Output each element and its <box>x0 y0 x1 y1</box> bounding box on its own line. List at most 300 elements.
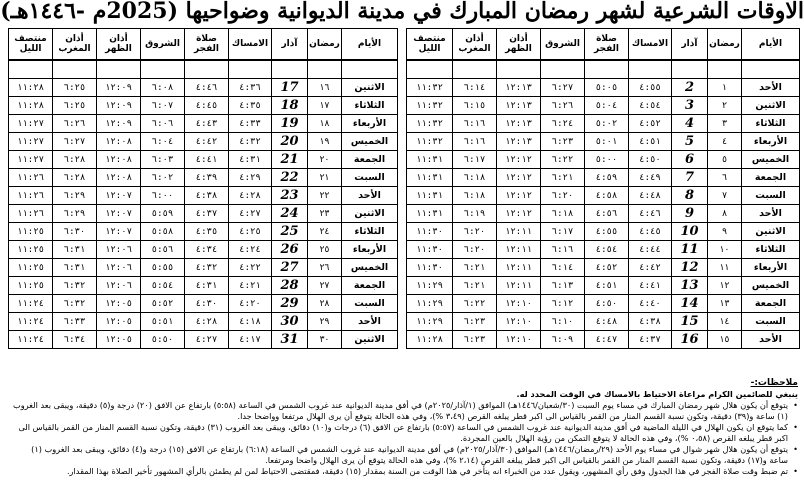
day-cell: الجمعة <box>742 169 800 187</box>
midnight-time-cell: ١١:٣١ <box>407 187 453 205</box>
table-row <box>407 277 800 295</box>
notes-heading: ملاحظات:- <box>750 378 798 388</box>
header-ramadan: رمضان <box>708 29 742 61</box>
table-row <box>407 115 800 133</box>
header-sunrise: الشروق <box>141 29 185 61</box>
table-row <box>407 187 800 205</box>
sunrise-time-cell: ٦:٢٠ <box>541 187 585 205</box>
day-cell: الأحد <box>742 205 800 223</box>
ramadan-day-cell: ١٣ <box>708 295 742 313</box>
note-item: ينبغي للصائمين الكرام مراعاة الاحتياط بالامساك في الوقت المحدد له. <box>516 389 798 399</box>
march-date-cell: 29 <box>272 295 308 313</box>
march-date-cell: 26 <box>272 241 308 259</box>
sunrise-time-cell: ٦:١٤ <box>541 259 585 277</box>
dhuhr-time-cell: ١٢:١٣ <box>497 97 541 115</box>
midnight-time-cell: ١١:٢٤ <box>9 313 53 331</box>
imsak-time-cell: ٤:٣٣ <box>229 115 272 133</box>
march-date-cell: 24 <box>272 205 308 223</box>
imsak-time-cell: ٤:٥١ <box>629 133 672 151</box>
dhuhr-time-cell: ١٢:٠٥ <box>97 331 141 349</box>
day-cell: الاثنين <box>342 79 398 97</box>
table-row <box>9 97 398 115</box>
ramadan-day-cell: ٣ <box>708 115 742 133</box>
imsak-time-cell: ٤:٣١ <box>229 151 272 169</box>
day-cell: السبت <box>742 313 800 331</box>
maghrib-time-cell: ٦:٢٥ <box>53 97 97 115</box>
dhuhr-time-cell: ١٢:١٣ <box>497 133 541 151</box>
table-row <box>9 259 398 277</box>
midnight-time-cell: ١١:٢٥ <box>9 277 53 295</box>
table-row <box>9 223 398 241</box>
table-row <box>9 133 398 151</box>
march-date-cell: 15 <box>672 313 708 331</box>
imsak-time-cell: ٤:٥٢ <box>629 115 672 133</box>
ramadan-day-cell: ١٧ <box>308 97 342 115</box>
ramadan-day-cell: ١٨ <box>308 115 342 133</box>
imsak-time-cell: ٤:٣٦ <box>229 79 272 97</box>
day-cell: الأحد <box>742 331 800 349</box>
dhuhr-time-cell: ١٢:١٣ <box>497 79 541 97</box>
table-row <box>407 313 800 331</box>
header-ramadan: رمضان <box>308 29 342 61</box>
ramadan-day-cell: ٨ <box>708 205 742 223</box>
fajr-time-cell: ٤:٤٨ <box>585 313 629 331</box>
table-row <box>9 205 398 223</box>
table-row <box>407 331 800 349</box>
midnight-time-cell: ١١:٢٥ <box>9 241 53 259</box>
imsak-time-cell: ٤:٤١ <box>629 277 672 295</box>
sunrise-time-cell: ٦:٠٢ <box>141 169 185 187</box>
table-row <box>407 295 800 313</box>
maghrib-time-cell: ٦:١٥ <box>453 97 497 115</box>
fajr-time-cell: ٥:٠٠ <box>585 151 629 169</box>
dhuhr-time-cell: ١٢:١٠ <box>497 331 541 349</box>
ramadan-day-cell: ٢١ <box>308 169 342 187</box>
day-cell: الاثنين <box>742 223 800 241</box>
table-row <box>9 241 398 259</box>
header-imsak: الامساك <box>629 29 672 61</box>
imsak-time-cell: ٤:٤٩ <box>629 169 672 187</box>
table-row <box>407 151 800 169</box>
imsak-time-cell: ٤:٤٥ <box>629 223 672 241</box>
march-date-cell: 6 <box>672 151 708 169</box>
imsak-time-cell: ٤:٤٠ <box>629 295 672 313</box>
day-cell: السبت <box>742 187 800 205</box>
fajr-time-cell: ٤:٥٩ <box>585 169 629 187</box>
day-cell: الأحد <box>742 79 800 97</box>
march-date-cell: 12 <box>672 259 708 277</box>
fajr-time-cell: ٤:٤٧ <box>585 331 629 349</box>
midnight-time-cell: ١١:٢٨ <box>9 79 53 97</box>
maghrib-time-cell: ٦:٣١ <box>53 241 97 259</box>
table-row <box>9 313 398 331</box>
imsak-time-cell: ٤:٣٧ <box>629 331 672 349</box>
maghrib-time-cell: ٦:٢١ <box>453 259 497 277</box>
march-date-cell: 21 <box>272 151 308 169</box>
march-date-cell: 9 <box>672 205 708 223</box>
ramadan-day-cell: ٢٠ <box>308 151 342 169</box>
dhuhr-time-cell: ١٢:١٢ <box>497 151 541 169</box>
midnight-time-cell: ١١:٢٥ <box>9 223 53 241</box>
day-cell: الثلاثاء <box>742 115 800 133</box>
table-row <box>9 277 398 295</box>
imsak-time-cell: ٤:٣٨ <box>629 313 672 331</box>
fajr-time-cell: ٤:٤٥ <box>185 97 229 115</box>
fajr-time-cell: ٤:٥١ <box>585 277 629 295</box>
midnight-time-cell: ١١:٢٥ <box>9 259 53 277</box>
ramadan-day-cell: ٢٥ <box>308 241 342 259</box>
maghrib-time-cell: ٦:٢٠ <box>453 241 497 259</box>
march-date-cell: 25 <box>272 223 308 241</box>
spacer-row <box>9 60 398 79</box>
day-cell: الأربعاء <box>342 115 398 133</box>
fajr-time-cell: ٤:٣٢ <box>185 259 229 277</box>
midnight-time-cell: ١١:٣٢ <box>407 79 453 97</box>
midnight-time-cell: ١١:٣٢ <box>407 97 453 115</box>
dhuhr-time-cell: ١٢:٠٩ <box>97 97 141 115</box>
day-cell: السبت <box>342 169 398 187</box>
imsak-time-cell: ٤:١٨ <box>229 313 272 331</box>
dhuhr-time-cell: ١٢:٠٨ <box>97 133 141 151</box>
note-item: • كما يتوقع ان يكون الهلال في الليلة الماضية في أفق مدينة الديوانية عند غروب الشمس في الساعة (٥:٥٧) بارتفاع عن الافق (٦) درجات و(١٠) دقائق، ويبقى بعد الغروب (٣١) دقيقة، وتكون نسبة القسم المنار من القمر بالقياس الى اكبر قطر يبلغه القرص (٠،٥٨ %)، وفي هذه الحالة لا يتوقع التمكن من رؤية الهلال بالعين المجردة. <box>10 422 798 444</box>
fajr-time-cell: ٤:٢٨ <box>185 313 229 331</box>
march-date-cell: 10 <box>672 223 708 241</box>
sunrise-time-cell: ٦:٢٧ <box>541 79 585 97</box>
midnight-time-cell: ١١:٣٢ <box>407 115 453 133</box>
march-date-cell: 18 <box>272 97 308 115</box>
header-row <box>9 29 398 61</box>
table-row <box>9 115 398 133</box>
maghrib-time-cell: ٦:٣٤ <box>53 331 97 349</box>
maghrib-time-cell: ٦:٣٠ <box>53 223 97 241</box>
sunrise-time-cell: ٦:١٢ <box>541 295 585 313</box>
imsak-time-cell: ٤:٥٥ <box>629 79 672 97</box>
midnight-time-cell: ١١:٢٩ <box>407 313 453 331</box>
fajr-time-cell: ٤:٥٠ <box>585 295 629 313</box>
imsak-time-cell: ٤:٢٧ <box>229 205 272 223</box>
midnight-time-cell: ١١:٢٦ <box>9 169 53 187</box>
table-row <box>9 295 398 313</box>
ramadan-day-cell: ٢٧ <box>308 277 342 295</box>
ramadan-day-cell: ٢٦ <box>308 259 342 277</box>
maghrib-time-cell: ٦:٢٧ <box>53 133 97 151</box>
timetable-right <box>406 28 800 349</box>
maghrib-time-cell: ٦:٢٨ <box>53 169 97 187</box>
ramadan-day-cell: ٤ <box>708 133 742 151</box>
maghrib-time-cell: ٦:١٧ <box>453 151 497 169</box>
midnight-time-cell: ١١:٣٠ <box>407 223 453 241</box>
ramadan-day-cell: ١٥ <box>708 331 742 349</box>
maghrib-time-cell: ٦:٢١ <box>453 277 497 295</box>
sunrise-time-cell: ٦:٠٤ <box>141 133 185 151</box>
sunrise-time-cell: ٥:٥٩ <box>141 205 185 223</box>
midnight-time-cell: ١١:٣١ <box>407 169 453 187</box>
march-date-cell: 5 <box>672 133 708 151</box>
sunrise-time-cell: ٥:٥٦ <box>141 241 185 259</box>
table-row <box>407 241 800 259</box>
dhuhr-time-cell: ١٢:٠٦ <box>97 241 141 259</box>
sunrise-time-cell: ٦:١٨ <box>541 205 585 223</box>
fajr-time-cell: ٤:٣٠ <box>185 295 229 313</box>
fajr-time-cell: ٤:٣٥ <box>185 223 229 241</box>
sunrise-time-cell: ٦:٠٠ <box>141 187 185 205</box>
midnight-time-cell: ١١:٢٦ <box>9 187 53 205</box>
march-date-cell: 20 <box>272 133 308 151</box>
midnight-time-cell: ١١:٢٤ <box>9 331 53 349</box>
table-row <box>407 133 800 151</box>
sunrise-time-cell: ٦:٢٤ <box>541 115 585 133</box>
dhuhr-time-cell: ١٢:١١ <box>497 259 541 277</box>
day-cell: الثلاثاء <box>342 223 398 241</box>
table-row <box>9 79 398 97</box>
day-cell: الأربعاء <box>342 241 398 259</box>
march-date-cell: 22 <box>272 169 308 187</box>
table-row <box>9 187 398 205</box>
day-cell: الخميس <box>742 151 800 169</box>
imsak-time-cell: ٤:٣٥ <box>229 97 272 115</box>
midnight-time-cell: ١١:٢٨ <box>407 331 453 349</box>
table-row <box>407 79 800 97</box>
dhuhr-time-cell: ١٢:٠٧ <box>97 223 141 241</box>
sunrise-time-cell: ٥:٥٨ <box>141 223 185 241</box>
dhuhr-time-cell: ١٢:٠٩ <box>97 115 141 133</box>
fajr-time-cell: ٤:٤٣ <box>185 115 229 133</box>
dhuhr-time-cell: ١٢:٠٥ <box>97 295 141 313</box>
fajr-time-cell: ٤:٤٦ <box>185 79 229 97</box>
maghrib-time-cell: ٦:٢٠ <box>453 223 497 241</box>
table-row <box>407 169 800 187</box>
imsak-time-cell: ٤:٢١ <box>229 277 272 295</box>
maghrib-time-cell: ٦:٢٩ <box>53 205 97 223</box>
sunrise-time-cell: ٦:١٣ <box>541 277 585 295</box>
sunrise-time-cell: ٦:٢١ <box>541 169 585 187</box>
sunrise-time-cell: ٥:٥٤ <box>141 277 185 295</box>
dhuhr-time-cell: ١٢:٠٩ <box>97 79 141 97</box>
header-midnight: منتصف الليل <box>407 29 453 61</box>
fajr-time-cell: ٥:٠١ <box>585 133 629 151</box>
day-cell: الأربعاء <box>742 133 800 151</box>
note-item: • تم ضبط وقت صلاة الفجر في هذا الجدول وفق رأي المشهور، ويقول عدد من الخبراء انه يتأخر في هذا الوقت من السنة بمقدار (١٥) دقيقة، فمقتضى الاحتياط لمن لم يطمئن بالرأي المشهور تأخير الصلاة بهذا المقدار. <box>10 466 798 477</box>
day-cell: الاثنين <box>342 331 398 349</box>
header-sunrise: الشروق <box>541 29 585 61</box>
dhuhr-time-cell: ١٢:١٠ <box>497 313 541 331</box>
note-item: • يتوقع أن يكون هلال شهر شوال في مساء يوم الأحد (٢٩/رمضان/١٤٤٦هـ) الموافق (٣٠/آذار/٢٠٢٥م) في أفق مدينة الديوانية عند غروب الشمس في الساعة (٦:١٨) بارتفاع عن الافق (١٥) درجة و(٤) دقائق، ويبقى بعد الغروب (١) ساعة و(١٧) دقيقة، وتكون نسبة القسم المنار من القمر بالقياس الى اكبر قطر يبلغه القرص (٢،١٤ %)، وفي هذه الحالة يتوقع أن يرى الهلال واضحا ومرتفعا. <box>10 444 798 466</box>
page-title: الاوقات الشرعية لشهر رمضان المبارك في مدينة الديوانية وضواحيها (2025م -١٤٤٦هـ) <box>0 0 804 24</box>
ramadan-day-cell: ١٤ <box>708 313 742 331</box>
ramadan-day-cell: ٢ <box>708 97 742 115</box>
dhuhr-time-cell: ١٢:١٠ <box>497 295 541 313</box>
march-date-cell: 28 <box>272 277 308 295</box>
fajr-time-cell: ٤:٥٢ <box>585 259 629 277</box>
ramadan-day-cell: ١١ <box>708 259 742 277</box>
header-fajr: صلاة الفجر <box>185 29 229 61</box>
midnight-time-cell: ١١:٢٧ <box>9 151 53 169</box>
midnight-time-cell: ١١:٢٩ <box>407 277 453 295</box>
maghrib-time-cell: ٦:٢٦ <box>53 115 97 133</box>
maghrib-time-cell: ٦:٣٢ <box>53 277 97 295</box>
timetable-left <box>8 28 398 349</box>
maghrib-time-cell: ٦:٢٨ <box>53 151 97 169</box>
sunrise-time-cell: ٦:٠٦ <box>141 115 185 133</box>
midnight-time-cell: ١١:٢٦ <box>9 205 53 223</box>
march-date-cell: 2 <box>672 79 708 97</box>
header-row <box>407 29 800 61</box>
ramadan-day-cell: ٢٣ <box>308 205 342 223</box>
midnight-time-cell: ١١:٢٨ <box>9 97 53 115</box>
table-row <box>9 151 398 169</box>
dhuhr-time-cell: ١٢:٠٨ <box>97 169 141 187</box>
ramadan-day-cell: ١٩ <box>308 133 342 151</box>
dhuhr-time-cell: ١٢:٠٨ <box>97 151 141 169</box>
fajr-time-cell: ٤:٥٤ <box>585 241 629 259</box>
dhuhr-time-cell: ١٢:١١ <box>497 277 541 295</box>
header-march: آذار <box>272 29 308 61</box>
sunrise-time-cell: ٦:٠٣ <box>141 151 185 169</box>
midnight-time-cell: ١١:٢٩ <box>407 295 453 313</box>
ramadan-day-cell: ٣٠ <box>308 331 342 349</box>
march-date-cell: 7 <box>672 169 708 187</box>
table-row <box>407 97 800 115</box>
dhuhr-time-cell: ١٢:٠٦ <box>97 277 141 295</box>
ramadan-day-cell: ١٦ <box>308 79 342 97</box>
maghrib-time-cell: ٦:١٨ <box>453 169 497 187</box>
dhuhr-time-cell: ١٢:١١ <box>497 223 541 241</box>
header-day: الأيام <box>342 29 398 61</box>
dhuhr-time-cell: ١٢:١١ <box>497 241 541 259</box>
ramadan-day-cell: ٢٢ <box>308 187 342 205</box>
ramadan-day-cell: ١ <box>708 79 742 97</box>
table-row <box>9 169 398 187</box>
dhuhr-time-cell: ١٢:١٣ <box>497 115 541 133</box>
sunrise-time-cell: ٦:٠٩ <box>541 331 585 349</box>
table-row <box>407 259 800 277</box>
day-cell: الثلاثاء <box>742 241 800 259</box>
fajr-time-cell: ٤:٥٦ <box>585 205 629 223</box>
maghrib-time-cell: ٦:١٦ <box>453 133 497 151</box>
header-dhuhr: أذان الظهر <box>97 29 141 61</box>
march-date-cell: 11 <box>672 241 708 259</box>
maghrib-time-cell: ٦:٢٣ <box>453 313 497 331</box>
midnight-time-cell: ١١:٢٧ <box>9 115 53 133</box>
sunrise-time-cell: ٦:١٠ <box>541 313 585 331</box>
maghrib-time-cell: ٦:١٤ <box>453 79 497 97</box>
table-row <box>407 223 800 241</box>
header-march: آذار <box>672 29 708 61</box>
ramadan-day-cell: ٩ <box>708 223 742 241</box>
ramadan-day-cell: ١٠ <box>708 241 742 259</box>
dhuhr-time-cell: ١٢:٠٧ <box>97 187 141 205</box>
sunrise-time-cell: ٦:٢٢ <box>541 151 585 169</box>
maghrib-time-cell: ٦:٢٢ <box>453 295 497 313</box>
fajr-time-cell: ٤:٢٧ <box>185 331 229 349</box>
header-imsak: الامساك <box>229 29 272 61</box>
march-date-cell: 27 <box>272 259 308 277</box>
imsak-time-cell: ٤:٥٠ <box>629 151 672 169</box>
sunrise-time-cell: ٥:٥٥ <box>141 259 185 277</box>
fajr-time-cell: ٤:٣٩ <box>185 169 229 187</box>
dhuhr-time-cell: ١٢:٠٦ <box>97 259 141 277</box>
maghrib-time-cell: ٦:٣٢ <box>53 295 97 313</box>
imsak-time-cell: ٤:٤٤ <box>629 241 672 259</box>
imsak-time-cell: ٤:١٧ <box>229 331 272 349</box>
imsak-time-cell: ٤:٢٤ <box>229 241 272 259</box>
ramadan-day-cell: ١٢ <box>708 277 742 295</box>
fajr-time-cell: ٤:٣٨ <box>185 187 229 205</box>
sunrise-time-cell: ٦:١٦ <box>541 241 585 259</box>
imsak-time-cell: ٤:٤٦ <box>629 205 672 223</box>
march-date-cell: 14 <box>672 295 708 313</box>
ramadan-day-cell: ٧ <box>708 187 742 205</box>
day-cell: الاثنين <box>742 97 800 115</box>
imsak-time-cell: ٤:٣٢ <box>229 133 272 151</box>
sunrise-time-cell: ٥:٥١ <box>141 313 185 331</box>
notes-section <box>10 378 798 500</box>
fajr-time-cell: ٤:٣١ <box>185 277 229 295</box>
midnight-time-cell: ١١:٢٤ <box>9 295 53 313</box>
maghrib-time-cell: ٦:١٩ <box>453 205 497 223</box>
day-cell: الجمعة <box>742 295 800 313</box>
day-cell: الخميس <box>342 133 398 151</box>
day-cell: الأحد <box>342 187 398 205</box>
dhuhr-time-cell: ١٢:١٢ <box>497 169 541 187</box>
maghrib-time-cell: ٦:٣١ <box>53 259 97 277</box>
ramadan-day-cell: ٥ <box>708 151 742 169</box>
dhuhr-time-cell: ١٢:١٢ <box>497 187 541 205</box>
header-maghrib: أذان المغرب <box>53 29 97 61</box>
fajr-time-cell: ٤:٤٢ <box>185 133 229 151</box>
march-date-cell: 30 <box>272 313 308 331</box>
march-date-cell: 3 <box>672 97 708 115</box>
sunrise-time-cell: ٦:١٧ <box>541 223 585 241</box>
midnight-time-cell: ١١:٣٢ <box>407 133 453 151</box>
midnight-time-cell: ١١:٣١ <box>407 151 453 169</box>
ramadan-day-cell: ٢٨ <box>308 295 342 313</box>
imsak-time-cell: ٤:٢٠ <box>229 295 272 313</box>
header-dhuhr: أذان الظهر <box>497 29 541 61</box>
fajr-time-cell: ٥:٠٥ <box>585 79 629 97</box>
day-cell: الاثنين <box>342 205 398 223</box>
day-cell: الأحد <box>342 313 398 331</box>
dhuhr-time-cell: ١٢:٠٥ <box>97 313 141 331</box>
fajr-time-cell: ٤:٣٧ <box>185 205 229 223</box>
midnight-time-cell: ١١:٣٠ <box>407 259 453 277</box>
march-date-cell: 17 <box>272 79 308 97</box>
table-row <box>9 331 398 349</box>
fajr-time-cell: ٤:٥٨ <box>585 187 629 205</box>
fajr-time-cell: ٥:٠٢ <box>585 115 629 133</box>
march-date-cell: 4 <box>672 115 708 133</box>
march-date-cell: 16 <box>672 331 708 349</box>
march-date-cell: 19 <box>272 115 308 133</box>
midnight-time-cell: ١١:٣٠ <box>407 241 453 259</box>
day-cell: الخميس <box>342 259 398 277</box>
day-cell: الخميس <box>742 277 800 295</box>
sunrise-time-cell: ٦:٢٦ <box>541 97 585 115</box>
header-maghrib: أذان المغرب <box>453 29 497 61</box>
dhuhr-time-cell: ١٢:١٢ <box>497 205 541 223</box>
imsak-time-cell: ٤:٢٨ <box>229 187 272 205</box>
header-fajr: صلاة الفجر <box>585 29 629 61</box>
march-date-cell: 23 <box>272 187 308 205</box>
maghrib-time-cell: ٦:٣٣ <box>53 313 97 331</box>
ramadan-day-cell: ٢٩ <box>308 313 342 331</box>
maghrib-time-cell: ٦:٢٩ <box>53 187 97 205</box>
sunrise-time-cell: ٦:٠٧ <box>141 97 185 115</box>
day-cell: الجمعة <box>342 277 398 295</box>
sunrise-time-cell: ٥:٥٠ <box>141 331 185 349</box>
midnight-time-cell: ١١:٣١ <box>407 205 453 223</box>
note-item: • يتوقع أن يكون هلال شهر رمضان المبارك في مساء يوم السبت (٣٠/شعبان/١٤٤٦هـ) الموافق (١/آذار/٢٠٢٥م) في أفق مدينة الديوانية عند غروب الشمس في الساعة (٥:٥٨) بارتفاع عن الافق (٢٠) درجة و(٥) دقيقة، ويبقى بعد الغروب (١) ساعة و(٣٩) دقيقة، وتكون نسبة القسم المنار من القمر بالقياس الى اكبر قطر يبلغه القرص (٣،٤٩ %)، وفي هذه الحالة يتوقع أن يرى الهلال مرتفعا وواضحا جدا. <box>10 400 798 422</box>
